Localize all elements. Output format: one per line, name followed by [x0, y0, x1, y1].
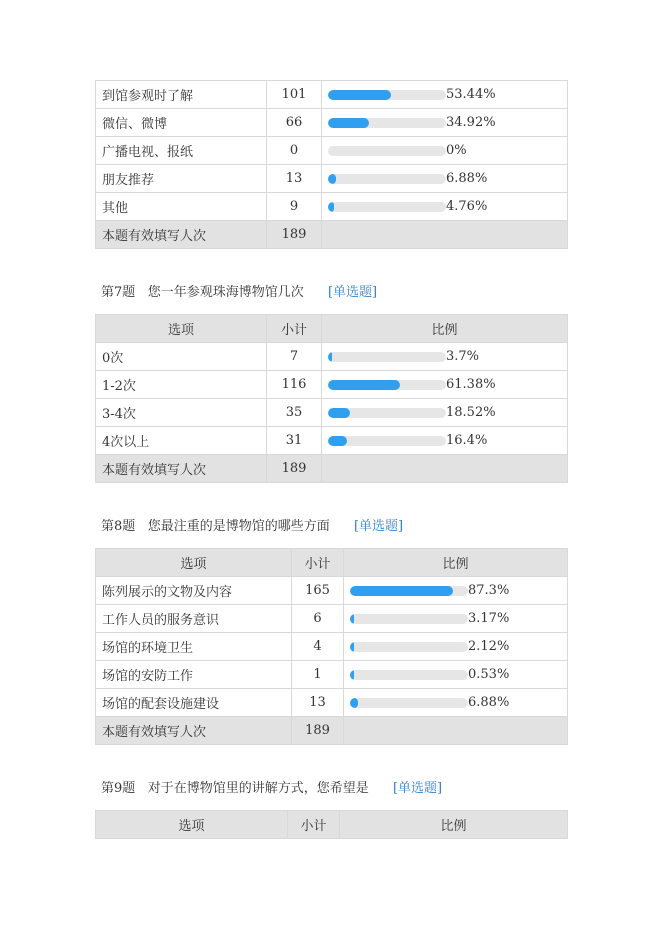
- ratio-percent: 6.88%: [468, 695, 510, 710]
- option-count: 4: [292, 633, 344, 661]
- ratio-cell: [322, 371, 568, 399]
- table-row: [96, 193, 568, 221]
- total-label: 本题有效填写人次: [96, 221, 267, 249]
- ratio-percent: 6.88%: [446, 171, 488, 186]
- q9-type-tag[interactable]: [单选题]: [392, 781, 443, 796]
- option-label: 场馆的配套设施建设: [96, 689, 292, 717]
- q8-rows: [96, 577, 568, 745]
- q6-results-table: [95, 80, 568, 249]
- ratio-bar-fill: [328, 352, 332, 362]
- option-label: 工作人员的服务意识: [96, 605, 292, 633]
- table-row: [96, 605, 568, 633]
- ratio-bar-track: [328, 146, 446, 156]
- ratio-bar-fill: [350, 642, 354, 652]
- table-row: [96, 343, 568, 371]
- option-label: 陈列展示的文物及内容: [96, 577, 292, 605]
- ratio-bar-fill: [328, 380, 400, 390]
- q9-number: 第9题: [101, 781, 136, 796]
- q7-header-row: [96, 315, 568, 343]
- ratio-percent: 18.52%: [446, 405, 496, 420]
- q9-header-row: [96, 811, 568, 839]
- ratio-bar-fill: [328, 202, 334, 212]
- ratio-bar-track: [350, 586, 468, 596]
- option-label: 1-2次: [96, 371, 267, 399]
- total-count: 189: [292, 717, 344, 745]
- ratio-cell: [322, 399, 568, 427]
- q9-question: 对于在博物馆里的讲解方式，您希望是: [147, 781, 369, 796]
- ratio-bar-fill: [328, 174, 336, 184]
- option-label: 3-4次: [96, 399, 267, 427]
- option-count: 6: [292, 605, 344, 633]
- table-row: [96, 633, 568, 661]
- table-row: [96, 577, 568, 605]
- ratio-cell: [322, 109, 568, 137]
- option-label: 广播电视、报纸: [96, 137, 267, 165]
- ratio-bar-track: [328, 174, 446, 184]
- q8-type-tag[interactable]: [单选题]: [353, 519, 404, 534]
- option-count: 101: [267, 81, 322, 109]
- ratio-cell: [322, 137, 568, 165]
- ratio-bar-track: [350, 614, 468, 624]
- q7-header-option: 选项: [96, 315, 267, 343]
- q7-rows: [96, 343, 568, 483]
- total-count: 189: [267, 221, 322, 249]
- ratio-bar-track: [350, 698, 468, 708]
- table-row: [96, 689, 568, 717]
- ratio-bar-track: [328, 436, 446, 446]
- option-count: 0: [267, 137, 322, 165]
- ratio-cell: [322, 81, 568, 109]
- ratio-bar-track: [328, 90, 446, 100]
- option-count: 13: [267, 165, 322, 193]
- option-label: 场馆的安防工作: [96, 661, 292, 689]
- q9-title: [101, 777, 442, 796]
- table-row: [96, 661, 568, 689]
- q8-title: [101, 515, 403, 534]
- total-empty-cell: [322, 455, 568, 483]
- table-row: [96, 165, 568, 193]
- ratio-bar-fill: [350, 586, 453, 596]
- table-row: [96, 137, 568, 165]
- ratio-bar-fill: [350, 698, 358, 708]
- option-count: 31: [267, 427, 322, 455]
- ratio-percent: 61.38%: [446, 377, 496, 392]
- option-count: 116: [267, 371, 322, 399]
- ratio-percent: 87.3%: [468, 583, 510, 598]
- q7-number: 第7题: [101, 285, 136, 300]
- option-count: 9: [267, 193, 322, 221]
- q8-header-ratio: 比例: [344, 549, 568, 577]
- ratio-bar-track: [328, 118, 446, 128]
- ratio-bar-track: [328, 408, 446, 418]
- ratio-bar-track: [328, 202, 446, 212]
- option-label: 4次以上: [96, 427, 267, 455]
- table-row: [96, 371, 568, 399]
- total-count: 189: [267, 455, 322, 483]
- q8-header-row: [96, 549, 568, 577]
- total-row: [96, 717, 568, 745]
- ratio-percent: 0.53%: [468, 667, 510, 682]
- option-count: 13: [292, 689, 344, 717]
- q9-header-count: 小计: [288, 811, 340, 839]
- ratio-cell: [344, 633, 568, 661]
- table-row: [96, 399, 568, 427]
- table-row: [96, 109, 568, 137]
- ratio-bar-fill: [328, 118, 369, 128]
- ratio-cell: [322, 193, 568, 221]
- ratio-cell: [344, 605, 568, 633]
- total-label: 本题有效填写人次: [96, 717, 292, 745]
- q7-title: [101, 281, 377, 300]
- ratio-bar-track: [350, 670, 468, 680]
- ratio-cell: [344, 661, 568, 689]
- q8-header-option: 选项: [96, 549, 292, 577]
- table-row: [96, 427, 568, 455]
- ratio-percent: 2.12%: [468, 639, 510, 654]
- ratio-bar-fill: [350, 614, 354, 624]
- total-label: 本题有效填写人次: [96, 455, 267, 483]
- ratio-bar-track: [328, 380, 446, 390]
- option-label: 其他: [96, 193, 267, 221]
- ratio-bar-fill: [328, 90, 391, 100]
- q8-results-table: [95, 548, 568, 745]
- ratio-cell: [344, 577, 568, 605]
- ratio-percent: 16.4%: [446, 433, 488, 448]
- q8-number: 第8题: [101, 519, 136, 534]
- total-empty-cell: [322, 221, 568, 249]
- option-label: 场馆的环境卫生: [96, 633, 292, 661]
- q9-results-table: [95, 810, 568, 839]
- q7-header-ratio: 比例: [322, 315, 568, 343]
- ratio-bar-track: [328, 352, 446, 362]
- ratio-percent: 34.92%: [446, 115, 496, 130]
- q7-results-table: [95, 314, 568, 483]
- table-row: [96, 81, 568, 109]
- q8-question: 您最注重的是博物馆的哪些方面: [147, 519, 330, 534]
- ratio-bar-track: [350, 642, 468, 652]
- ratio-percent: 3.7%: [446, 349, 480, 364]
- q8-header-count: 小计: [292, 549, 344, 577]
- q7-header-count: 小计: [267, 315, 322, 343]
- ratio-cell: [344, 689, 568, 717]
- option-count: 1: [292, 661, 344, 689]
- total-row: [96, 221, 568, 249]
- option-label: 微信、微博: [96, 109, 267, 137]
- ratio-cell: [322, 343, 568, 371]
- option-label: 0次: [96, 343, 267, 371]
- ratio-bar-fill: [328, 408, 350, 418]
- total-row: [96, 455, 568, 483]
- ratio-bar-fill: [350, 670, 354, 680]
- ratio-percent: 53.44%: [446, 87, 496, 102]
- ratio-percent: 0%: [446, 143, 467, 158]
- ratio-cell: [322, 165, 568, 193]
- option-label: 到馆参观时了解: [96, 81, 267, 109]
- option-count: 7: [267, 343, 322, 371]
- q7-question: 您一年参观珠海博物馆几次: [147, 285, 304, 300]
- total-empty-cell: [344, 717, 568, 745]
- q9-header-ratio: 比例: [340, 811, 568, 839]
- option-count: 165: [292, 577, 344, 605]
- q6-rows: [96, 81, 568, 249]
- q7-type-tag[interactable]: [单选题]: [327, 285, 378, 300]
- ratio-percent: 4.76%: [446, 199, 488, 214]
- option-count: 66: [267, 109, 322, 137]
- option-count: 35: [267, 399, 322, 427]
- ratio-cell: [322, 427, 568, 455]
- ratio-bar-fill: [328, 436, 347, 446]
- ratio-percent: 3.17%: [468, 611, 510, 626]
- option-label: 朋友推荐: [96, 165, 267, 193]
- q9-header-option: 选项: [96, 811, 288, 839]
